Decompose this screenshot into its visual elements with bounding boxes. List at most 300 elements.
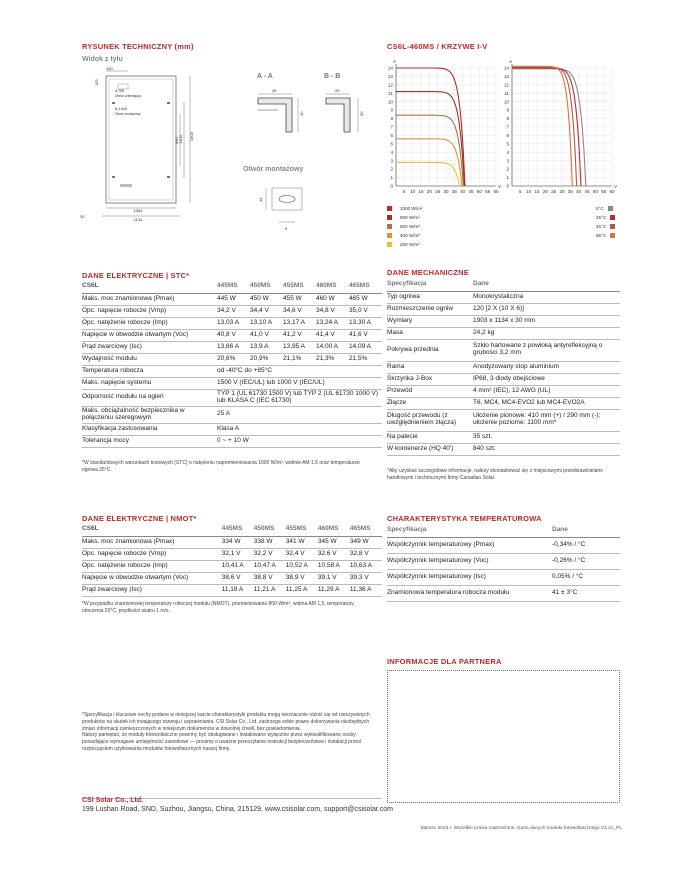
- nmot-row-label: Opc. natężenie robocze (Imp): [82, 560, 222, 572]
- nmot-cell: 32,6 V: [318, 548, 350, 560]
- footer-copyright: Marzec 2023 r. Wszelkie prawa zastrzeżone, Karta danych modułu fotowoltaicznego V1.21_PL: [420, 826, 622, 831]
- stc-row-label: Tolerancja mocy: [82, 435, 217, 447]
- stc-cell: 41,4 V: [316, 329, 349, 341]
- nmot-header-col: 460MS: [318, 524, 350, 536]
- x-tick-label: 5: [519, 189, 522, 194]
- stc-cell: 13,30 A: [349, 317, 382, 329]
- stc-cell: 460 W: [316, 293, 349, 305]
- mounting-hole-mark: [112, 176, 115, 178]
- table-row: [82, 353, 382, 365]
- mech-row-value: 840 szt.: [473, 443, 620, 455]
- stc-row-label: Prąd zwarciowy (Isc): [82, 341, 217, 353]
- stc-cell: 35,0 V: [349, 305, 382, 317]
- mech-header-spec: Specyfikacja: [387, 279, 473, 291]
- nmot-cell: 11,25 A: [286, 584, 318, 596]
- y-tick-label: 3: [506, 158, 509, 164]
- legend-swatch: [387, 224, 392, 229]
- nmot-cell: 32,2 V: [254, 548, 286, 560]
- stc-cell: 13,24 A: [316, 317, 349, 329]
- dim-1400: 1400: [178, 135, 183, 144]
- stc-cell: 13,95 A: [283, 341, 316, 353]
- stc-span-value: 1500 V (IEC/UL) lub 1000 V (IEC/UL): [217, 377, 382, 389]
- mech-row-label: Typ ogniwa: [387, 291, 473, 303]
- x-tick-label: 60: [609, 189, 615, 194]
- nmot-note: *W przypadku znamionowej temperatury roboczej modułu (NMOT), promieniowania 800 W/m², widma AM 1,5, temperatury otoczenia 20°C, prędkości wiatru 1 m/s.: [82, 601, 354, 614]
- legend-label: 400 W/m²: [400, 233, 420, 238]
- legend-label: 5°C: [596, 206, 604, 211]
- table-row: [82, 423, 382, 435]
- y-tick-label: 0: [506, 183, 509, 189]
- iv-curve: [396, 162, 460, 186]
- table-row: [82, 584, 382, 596]
- table-row: [387, 315, 620, 327]
- x-tick-label: 5: [403, 189, 406, 194]
- temp-row-value: -0,26% / °C: [552, 553, 620, 569]
- y-tick-label: 14: [503, 65, 509, 71]
- y-tick-label: 0: [390, 183, 393, 189]
- nmot-cell: 338 W: [254, 536, 286, 548]
- stc-header-col: 450MS: [250, 281, 283, 293]
- nmot-cell: 10,41 A: [222, 560, 254, 572]
- table-row: [387, 569, 620, 585]
- partner-title: INFORMACJE DLA PARTNERA: [387, 657, 502, 666]
- mounting-hole-mark: [167, 176, 170, 178]
- nmot-cell: 38,6 V: [222, 572, 254, 584]
- y-tick-label: 4: [390, 149, 393, 155]
- footer-company: CSI Solar Co., Ltd.: [82, 797, 144, 804]
- mech-row-value: 1903 x 1134 x 30 mm: [473, 315, 620, 327]
- nmot-cell: 38,9 V: [286, 572, 318, 584]
- stc-row-label: Maks. moc znamionowa (Pmax): [82, 293, 217, 305]
- table-row: [82, 377, 382, 389]
- y-tick-label: 7: [390, 124, 393, 130]
- y-tick-label: 12: [387, 82, 393, 88]
- mech-row-label: Na palecie: [387, 431, 473, 443]
- nmot-row-label: Napięcie w obwodzie otwartym (Voc): [82, 572, 222, 584]
- y-tick-label: 7: [506, 124, 509, 130]
- stc-header-col: 455MS: [283, 281, 316, 293]
- x-tick-label: 30: [559, 189, 565, 194]
- table-row: [387, 537, 620, 553]
- legend-item: [387, 224, 420, 229]
- nmot-cell: 32,8 V: [350, 548, 382, 560]
- nmot-cell: 10,47 A: [254, 560, 286, 572]
- frame-profile-aa: [258, 98, 292, 132]
- stc-span-value: TYP 1 (UL 61730 1500 V) lub TYP 2 (UL 61730 1000 V) lub KLASA C (IEC 61730): [217, 389, 382, 406]
- mount-hole-count: 8-14x9: [115, 106, 128, 111]
- mech-row-value: 24,2 kg: [473, 327, 620, 339]
- stc-cell: 21,1%: [283, 353, 316, 365]
- slot-hole: [279, 196, 295, 203]
- x-tick-label: 15: [418, 189, 424, 194]
- table-row: [82, 572, 382, 584]
- nmot-cell: 334 W: [222, 536, 254, 548]
- legend-swatch: [387, 206, 392, 211]
- stc-span-value: 25 A: [217, 406, 382, 423]
- frame-profile-bb: [326, 98, 350, 132]
- mech-row-value: Anodyzowany stop aluminium: [473, 361, 620, 373]
- table-row: [82, 329, 382, 341]
- stc-cell: 21,5%: [349, 353, 382, 365]
- table-row: [387, 553, 620, 569]
- y-tick-label: 6: [506, 133, 509, 139]
- stc-cell: 445 W: [217, 293, 250, 305]
- section-bb-drawing: [318, 84, 373, 144]
- nmot-cell: 11,18 A: [222, 584, 254, 596]
- x-tick-label: 40: [576, 189, 582, 194]
- table-row: [82, 560, 382, 572]
- stc-cell: 41,6 V: [349, 329, 382, 341]
- nmot-cell: 32,4 V: [286, 548, 318, 560]
- mounting-hole-mark: [167, 102, 170, 104]
- stc-header-col: 460MS: [316, 281, 349, 293]
- stc-cell: 40,8 V: [217, 329, 250, 341]
- iv-curve: [512, 69, 586, 186]
- mech-row-label: Pokrywa przednia: [387, 339, 473, 361]
- table-row: [387, 339, 620, 361]
- mech-row-value: T6, MC4, MC4-EVO2 lub MC4-EVO2A: [473, 397, 620, 409]
- stc-row-label: Klasyfikacja zastosowania: [82, 423, 217, 435]
- legend-item: [387, 242, 420, 247]
- stc-span-value: 0 ~ + 10 W: [217, 435, 382, 447]
- x-tick-label: 35: [567, 189, 573, 194]
- iv-curve: [512, 66, 572, 186]
- mech-note: *Aby uzyskać szczegółowe informacje, należy skontaktować się z miejscowymi przedstawicielami handlowymi i technicznymi firmy Canadian Solar.: [387, 468, 603, 481]
- stc-cell: 13,17 A: [283, 317, 316, 329]
- mech-row-value: Ułożenie pionowe: 410 mm (+) / 290 mm (-); ułożenie poziome: 1100 mm*: [473, 409, 620, 431]
- iv-curve: [396, 115, 463, 186]
- nmot-cell: 39,3 V: [350, 572, 382, 584]
- mech-row-value: 4 mm² (IEC), 12 AWG (UL): [473, 385, 620, 397]
- nmot-cell: 11,29 A: [318, 584, 350, 596]
- nmot-table: [82, 524, 382, 597]
- x-tick-label: 25: [551, 189, 557, 194]
- ground-hole-label: Otwór uziemiający: [115, 94, 142, 98]
- mounting-hole-drawing: [258, 178, 318, 233]
- x-tick-label: 45: [468, 189, 474, 194]
- table-row: [387, 409, 620, 431]
- rear-view-label: Widok z tyłu: [82, 56, 123, 63]
- stc-row-label: Maks. obciążalność bezpiecznika w połączeniu szeregowym: [82, 406, 217, 423]
- stc-cell: 14,09 A: [349, 341, 382, 353]
- y-tick-label: 2: [390, 166, 393, 172]
- ground-hole-count: 4-Φ5: [115, 88, 124, 93]
- x-tick-label: 20: [426, 189, 432, 194]
- table-row: [82, 341, 382, 353]
- nmot-cell: 11,36 A: [350, 584, 382, 596]
- table-row: [82, 536, 382, 548]
- dim-1134: 1134: [133, 217, 143, 222]
- nmot-cell: 341 W: [286, 536, 318, 548]
- mounting-hole-mark: [112, 102, 115, 104]
- mech-row-label: W kontenerze (HQ 40'): [387, 443, 473, 455]
- y-tick-label: 9: [390, 107, 393, 113]
- nmot-cell: 10,52 A: [286, 560, 318, 572]
- stc-cell: 21,3%: [316, 353, 349, 365]
- legend-item: [596, 215, 615, 220]
- y-tick-label: 8: [506, 116, 509, 122]
- x-axis-label: V: [614, 184, 618, 189]
- stc-span-value: Klasa A: [217, 423, 382, 435]
- x-tick-label: 60: [493, 189, 499, 194]
- nmot-header-col: 450MS: [254, 524, 286, 536]
- dim-14: 14: [258, 197, 263, 202]
- table-row: [387, 397, 620, 409]
- footer-address: 199 Lushan Road, SND, Suzhou, Jiangsu, China, 215129, www.csisolar.com, support@csisolar.com: [82, 806, 393, 813]
- table-row: [387, 291, 620, 303]
- y-tick-label: 5: [390, 141, 393, 147]
- table-row: [387, 431, 620, 443]
- y-tick-label: 11: [504, 90, 509, 96]
- mech-row-value: Szkło hartowane z powłoką antyrefleksyjną o grubości 3,2 mm: [473, 339, 620, 361]
- temp-row-value: -0,34% / °C: [552, 537, 620, 553]
- x-tick-label: 25: [435, 189, 441, 194]
- stc-cell: 450 W: [250, 293, 283, 305]
- stc-cell: 34,2 V: [217, 305, 250, 317]
- mech-title: DANE MECHANICZNE: [387, 268, 469, 277]
- label-plate: [120, 184, 132, 187]
- mech-row-label: Długość przewodu (z uwzględnieniem złącza): [387, 409, 473, 431]
- y-tick-label: 11: [388, 90, 393, 96]
- table-row: [387, 303, 620, 315]
- legend-item: [596, 206, 613, 211]
- section-aa-drawing: [248, 84, 318, 144]
- x-tick-label: 10: [410, 189, 416, 194]
- dim-30b: 30: [359, 111, 364, 116]
- table-row: [82, 365, 382, 377]
- x-tick-label: 20: [542, 189, 548, 194]
- dim-990: 990: [174, 137, 179, 144]
- legend-label: 1000 W/m²: [400, 206, 423, 211]
- legend-swatch: [387, 242, 392, 247]
- nmot-header-model: CS6L: [82, 524, 222, 536]
- y-tick-label: 14: [387, 65, 393, 71]
- stc-cell: 20,6%: [217, 353, 250, 365]
- nmot-header-col: 465MS: [350, 524, 382, 536]
- stc-cell: 34,4 V: [250, 305, 283, 317]
- table-row: [387, 585, 620, 601]
- y-tick-label: 3: [390, 158, 393, 164]
- mech-row-label: Masa: [387, 327, 473, 339]
- legend-label: 800 W/m²: [400, 215, 420, 220]
- x-tick-label: 10: [526, 189, 532, 194]
- stc-span-value: od -40°C do +85°C: [217, 365, 382, 377]
- table-row: [82, 548, 382, 560]
- x-tick-label: 30: [443, 189, 449, 194]
- nmot-cell: 349 W: [350, 536, 382, 548]
- mech-row-label: Wymiary: [387, 315, 473, 327]
- legend-item: [387, 233, 420, 238]
- x-tick-label: 35: [451, 189, 457, 194]
- legend-swatch: [610, 224, 615, 229]
- y-axis-label: A: [509, 59, 513, 64]
- dim-30: 30: [80, 214, 85, 219]
- stc-cell: 41,2 V: [283, 329, 316, 341]
- y-tick-label: 8: [390, 116, 393, 122]
- mech-row-label: Rama: [387, 361, 473, 373]
- stc-row-label: Wydajność modułu: [82, 353, 217, 365]
- stc-row-label: Napięcie w obwodzie otwartym (Voc): [82, 329, 217, 341]
- x-tick-label: 55: [485, 189, 491, 194]
- nmot-title: DANE ELEKTRYCZNE | NMOT*: [82, 514, 197, 523]
- table-row: [82, 389, 382, 406]
- stc-header-col: 445MS: [217, 281, 250, 293]
- stc-header-col: 465MS: [349, 281, 382, 293]
- stc-cell: 20,9%: [250, 353, 283, 365]
- stc-cell: 13,10 A: [250, 317, 283, 329]
- stc-cell: 13,9 A: [250, 341, 283, 353]
- temp-row-label: Znamionowa temperatura robocza modułu: [387, 585, 552, 601]
- nmot-row-label: Maks. moc znamionowa (Pmax): [82, 536, 222, 548]
- y-axis-label: A: [393, 59, 397, 64]
- stc-table: [82, 281, 382, 448]
- rear-view-drawing: [78, 66, 228, 226]
- dim-35: 35: [272, 88, 277, 93]
- stc-cell: 13,03 A: [217, 317, 250, 329]
- stc-row-label: Opc. napięcie robocze (Vmp): [82, 305, 217, 317]
- dim-1084: 1084: [133, 208, 143, 213]
- y-tick-label: 6: [390, 133, 393, 139]
- y-tick-label: 9: [506, 107, 509, 113]
- stc-title: DANE ELEKTRYCZNE | STC*: [82, 271, 190, 280]
- stc-cell: 455 W: [283, 293, 316, 305]
- y-tick-label: 4: [506, 149, 509, 155]
- temp-row-label: Współczynnik temperaturowy (Pmax): [387, 537, 552, 553]
- table-row: [82, 293, 382, 305]
- temp-row-label: Współczynnik temperaturowy (Isc): [387, 569, 552, 585]
- y-tick-label: 1: [506, 175, 509, 181]
- dim-30a: 30: [299, 111, 304, 116]
- legend-label: 65°C: [596, 233, 607, 238]
- stc-cell: 34,8 V: [316, 305, 349, 317]
- mech-row-label: Złącze: [387, 397, 473, 409]
- mech-row-label: Skrzynka J-Box: [387, 373, 473, 385]
- legend-label: 200 W/m²: [400, 242, 420, 247]
- nmot-header-col: 445MS: [222, 524, 254, 536]
- table-row: [82, 317, 382, 329]
- table-row: [82, 305, 382, 317]
- y-tick-label: 1: [390, 175, 393, 181]
- temp-header-spec: Specyfikacja: [387, 525, 552, 537]
- temp-title: CHARAKTERYSTYKA TEMPERATUROWA: [387, 514, 542, 523]
- temp-table: [387, 525, 620, 602]
- x-tick-label: 15: [534, 189, 540, 194]
- nmot-cell: 32,1 V: [222, 548, 254, 560]
- legend-item: [387, 215, 420, 220]
- y-tick-label: 5: [506, 141, 509, 147]
- stc-cell: 41,0 V: [250, 329, 283, 341]
- stc-row-label: Opc. natężenie robocze (Imp): [82, 317, 217, 329]
- nmot-row-label: Prąd zwarciowy (Isc): [82, 584, 222, 596]
- y-tick-label: 12: [503, 82, 509, 88]
- legend-label: 25°C: [596, 215, 607, 220]
- nmot-cell: 10,58 A: [318, 560, 350, 572]
- section-bb-label: B - B: [324, 73, 341, 80]
- disclaimer-text: *Specyfikacja i kluczowe cechy podane w niniejszej karcie charakterystyki produktu mogą nieznacznie różnić się od rzeczywistych produktów na skutek ich trwającego rozwoju i usprawniania. CSI Solar Co., Ltd. zastrzega sobie prawo dokonywania niezbędnych zmian informacji zamieszczonych w niniejszym dokumencie w dowolnej chwili, bez powiadomienia. Należy pamiętać, że moduły fotowoltaiczne powinny być obsługiwane i instalowane wyłącznie przez wykwalifikowane osoby posiadające wymagane umiejętności zawodowe — prosimy o uważne przeczytanie instrukcji bezpieczeństwa i instalacji przed rozpoczęciem użytkowania modułów fotowoltaicznych naszej firmy.: [82, 712, 370, 752]
- stc-cell: 13,86 A: [217, 341, 250, 353]
- mech-row-value: IP68, 3 diody obejściowe: [473, 373, 620, 385]
- legend-swatch: [387, 233, 392, 238]
- nmot-cell: 345 W: [318, 536, 350, 548]
- dim-9: 9: [285, 226, 288, 231]
- legend-label: 45°C: [596, 224, 607, 229]
- stc-cell: 465 W: [349, 293, 382, 305]
- stc-cell: 34,6 V: [283, 305, 316, 317]
- dim-1903: 1903: [189, 132, 194, 141]
- iv-title: CS6L-460MS / KRZYWE I-V: [387, 42, 488, 51]
- legend-swatch: [610, 215, 615, 220]
- stc-row-label: Maks. napięcie systemu: [82, 377, 217, 389]
- mech-table: [387, 279, 620, 456]
- nmot-cell: 11,21 A: [254, 584, 286, 596]
- x-tick-label: 45: [584, 189, 590, 194]
- legend-swatch: [610, 233, 615, 238]
- nmot-header-col: 455MS: [286, 524, 318, 536]
- stc-note: *W standardowych warunkach testowych (STC) o natężeniu napromieniowania 1000 W/m², widmie AM 1,5 oraz temperaturze ogniwa 25°C.: [82, 460, 360, 473]
- mech-row-label: Przewód: [387, 385, 473, 397]
- x-axis-label: V: [498, 184, 502, 189]
- table-row: [82, 406, 382, 423]
- legend-swatch: [608, 206, 613, 211]
- y-tick-label: 13: [503, 74, 509, 80]
- mech-row-value: 120 [2 X (10 X 6)]: [473, 303, 620, 315]
- y-tick-label: 13: [387, 74, 393, 80]
- table-row: [387, 373, 620, 385]
- table-row: [387, 443, 620, 455]
- stc-cell: 14,00 A: [316, 341, 349, 353]
- mech-row-value: 35 szt.: [473, 431, 620, 443]
- nmot-cell: 10,63 A: [350, 560, 382, 572]
- partner-info-box: [387, 670, 620, 803]
- y-tick-label: 10: [387, 99, 393, 105]
- legend-item: [596, 233, 615, 238]
- legend-item: [596, 224, 615, 229]
- iv-chart-irradiance: [378, 50, 508, 202]
- temp-row-value: 0,05% / °C: [552, 569, 620, 585]
- stc-row-label: Temperatura robocza: [82, 365, 217, 377]
- iv-chart-temperature: [494, 50, 624, 202]
- drawing-title: RYSUNEK TECHNICZNY (mm): [82, 42, 194, 51]
- y-tick-label: 10: [503, 99, 509, 105]
- temp-row-label: Współczynnik temperaturowy (Voc): [387, 553, 552, 569]
- mounting-hole-title: Otwór montażowy: [243, 166, 304, 173]
- stc-header-model: CS6L: [82, 281, 217, 293]
- nmot-row-label: Opc. napięcie robocze (Vmp): [82, 548, 222, 560]
- mech-header-data: Dane: [473, 279, 620, 291]
- mount-hole-label: Otwór montażowy: [115, 112, 141, 116]
- table-row: [82, 435, 382, 447]
- temp-header-data: Dane: [552, 525, 620, 537]
- legend-label: 600 W/m²: [400, 224, 420, 229]
- x-tick-label: 50: [592, 189, 598, 194]
- legend-swatch: [387, 215, 392, 220]
- dim-25: 25: [335, 88, 340, 93]
- table-row: [387, 327, 620, 339]
- x-tick-label: 55: [601, 189, 607, 194]
- y-tick-label: 2: [506, 166, 509, 172]
- mech-row-label: Rozmieszczenie ogniw: [387, 303, 473, 315]
- section-aa-label: A - A: [257, 73, 273, 80]
- nmot-cell: 39,1 V: [318, 572, 350, 584]
- dim-155: 155: [94, 79, 99, 86]
- legend-item: [387, 206, 422, 211]
- temp-row-value: 41 ± 3°C: [552, 585, 620, 601]
- nmot-cell: 38,8 V: [254, 572, 286, 584]
- table-row: [387, 385, 620, 397]
- x-tick-label: 50: [476, 189, 482, 194]
- dim-180: 180: [106, 66, 113, 71]
- table-row: [387, 361, 620, 373]
